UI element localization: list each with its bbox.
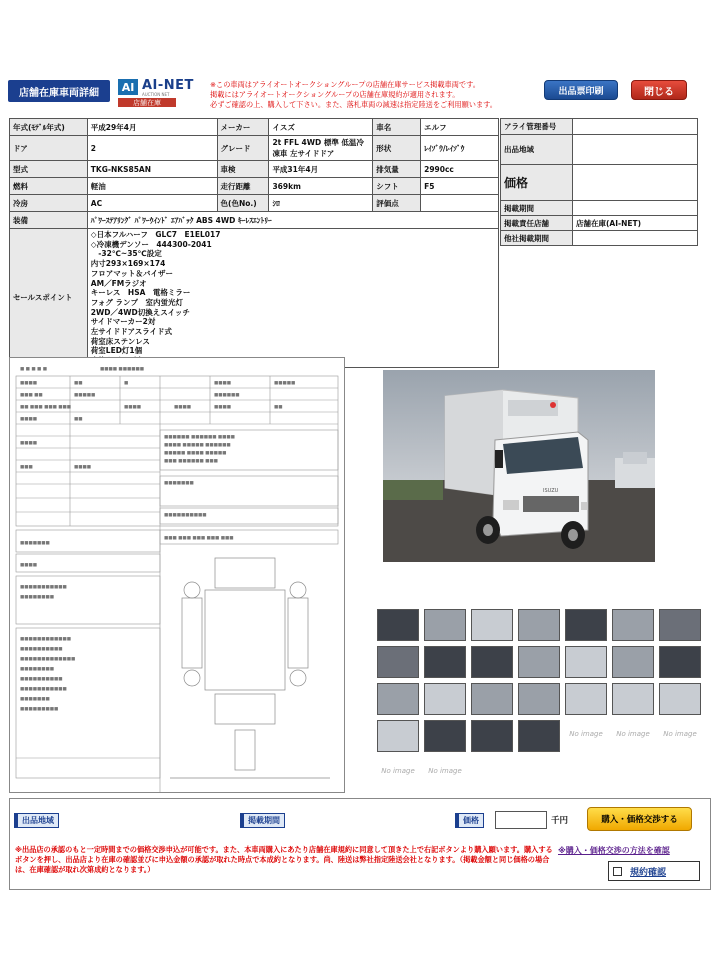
svg-text:■■■■■: ■■■■■ bbox=[74, 393, 96, 398]
bottom-price-label: 価格 bbox=[455, 813, 484, 828]
notice-line-1: ※この車両はアライオートオークショングループの店舗在庫サービス掲載車両です。 bbox=[210, 80, 480, 89]
svg-text:■■■■■■■: ■■■■■■■ bbox=[20, 541, 50, 546]
spec-label: 型式 bbox=[10, 161, 88, 178]
spec-row bbox=[10, 119, 499, 136]
spec-label: 車検 bbox=[217, 161, 269, 178]
svg-text:■■: ■■ bbox=[274, 405, 283, 410]
purchase-notice: ※出品店の承認のもと一定時間までの価格交渉申込が可能です。また、本車両購入にあたり店舗在庫規約に同意して頂きた上で右記ボタンより購入願います。購入するボタンを押し、出品店より在庫の確認並びに申込金額の承認が取れた時点で本成約となります。尚、陸送は弊社指定陸送会社となります。（掲載金額と同じ価格の場合は、在庫確認が取れ次第成約となります。） bbox=[15, 845, 553, 874]
spec-value: F5 bbox=[421, 178, 499, 195]
photo-thumbnail[interactable] bbox=[471, 646, 513, 678]
spec-value: AC bbox=[87, 195, 217, 212]
arai-id-label: アライ管理番号 bbox=[501, 119, 573, 135]
photo-thumbnail[interactable] bbox=[518, 720, 560, 752]
equipment-label: 装備 bbox=[10, 212, 88, 229]
no-image-placeholder: No image bbox=[428, 767, 462, 775]
notice-line-2: 掲載にはアライオートオークショングループの店舗在庫規約が適用されます。 bbox=[210, 90, 460, 99]
notice-line-3: 必ずご確認の上、購入して下さい。また、落札車両の減速は指定陸送をご利用願います。 bbox=[210, 100, 497, 109]
header-notice bbox=[210, 80, 540, 110]
svg-text:■■■■: ■■■■ bbox=[20, 417, 38, 422]
svg-text:■■■■■■■: ■■■■■■■ bbox=[20, 697, 50, 702]
svg-text:■■■■■■■■■■■■■: ■■■■■■■■■■■■■ bbox=[20, 657, 76, 662]
responsible-store-value: 店舗在庫(AI-NET) bbox=[573, 216, 698, 231]
photo-thumbnail[interactable] bbox=[377, 646, 419, 678]
purchase-panel bbox=[9, 798, 711, 890]
svg-text:■■■■: ■■■■ bbox=[214, 381, 232, 386]
svg-text:■■■■: ■■■■ bbox=[20, 563, 38, 568]
photo-thumbnail[interactable] bbox=[424, 609, 466, 641]
photo-thumbnail[interactable] bbox=[565, 609, 607, 641]
svg-text:■■■■: ■■■■ bbox=[20, 441, 38, 446]
region-value bbox=[573, 135, 698, 165]
spec-label: 冷房 bbox=[10, 195, 88, 212]
svg-text:■■■■■■■■■: ■■■■■■■■■ bbox=[20, 707, 59, 712]
svg-text:■■■■ ■■■■■ ■■■■■■: ■■■■ ■■■■■ ■■■■■■ bbox=[164, 443, 231, 448]
spec-row bbox=[10, 195, 499, 212]
svg-text:■ ■ ■ ■ ■: ■ ■ ■ ■ ■ bbox=[20, 367, 47, 372]
vehicle-spec-table bbox=[9, 118, 499, 368]
svg-text:■■■ ■■■ ■■■ ■■■ ■■■: ■■■ ■■■ ■■■ ■■■ ■■■ bbox=[164, 536, 234, 541]
photo-thumbnail[interactable] bbox=[612, 646, 654, 678]
no-image-placeholder: No image bbox=[569, 730, 603, 738]
price-label: 価格 bbox=[501, 165, 573, 201]
other-period-label: 他社掲載期間 bbox=[501, 231, 573, 246]
price-value bbox=[573, 165, 698, 201]
auction-sheet-drawing bbox=[10, 358, 345, 793]
svg-text:ISUZU: ISUZU bbox=[543, 488, 559, 494]
auction-sheet-image[interactable] bbox=[9, 357, 345, 793]
spec-value: 369km bbox=[269, 178, 373, 195]
bottom-period-label: 掲載期間 bbox=[240, 813, 285, 828]
print-sheet-button[interactable]: 出品票印刷 bbox=[544, 80, 618, 100]
svg-text:■■■■■■■■■■■: ■■■■■■■■■■■ bbox=[20, 687, 67, 692]
spec-row bbox=[10, 161, 499, 178]
svg-text:■■■■: ■■■■ bbox=[174, 405, 192, 410]
svg-text:■■■■■■■■■■: ■■■■■■■■■■ bbox=[20, 677, 63, 682]
no-image-placeholder: No image bbox=[381, 767, 415, 775]
svg-text:■■■ ■■■■■■ ■■■: ■■■ ■■■■■■ ■■■ bbox=[164, 459, 218, 464]
photo-thumbnail[interactable] bbox=[518, 646, 560, 678]
spec-value: 2t FFL 4WD 標準 低温冷凍車 左サイドドア bbox=[269, 136, 373, 161]
region-label: 出品地域 bbox=[501, 135, 573, 165]
spec-value: 2 bbox=[87, 136, 217, 161]
spec-label: 燃料 bbox=[10, 178, 88, 195]
price-unit: 千円 bbox=[551, 816, 569, 826]
spec-value bbox=[421, 195, 499, 212]
svg-text:■■■■■■ ■■■■■■ ■■■■: ■■■■■■ ■■■■■■ ■■■■ bbox=[164, 435, 235, 440]
svg-text:■■■■■: ■■■■■ bbox=[274, 381, 296, 386]
logo-mark: AI bbox=[118, 79, 138, 95]
terms-confirm-label[interactable]: 規約確認 bbox=[630, 867, 667, 878]
spec-value: イスズ bbox=[269, 119, 373, 136]
spec-label: シフト bbox=[373, 178, 421, 195]
other-period-value bbox=[573, 231, 698, 246]
spec-value: ｼﾛ bbox=[269, 195, 373, 212]
spec-label: グレード bbox=[217, 136, 269, 161]
spec-value: 平成31年4月 bbox=[269, 161, 373, 178]
spec-label: ドア bbox=[10, 136, 88, 161]
svg-text:■■■■■■■■■■■: ■■■■■■■■■■■ bbox=[20, 585, 67, 590]
spec-value: エルフ bbox=[421, 119, 499, 136]
photo-thumbnail[interactable] bbox=[471, 609, 513, 641]
spec-label: 形状 bbox=[373, 136, 421, 161]
svg-text:■■■■■■■■■■: ■■■■■■■■■■ bbox=[20, 647, 63, 652]
spec-value: TKG-NKS85AN bbox=[87, 161, 217, 178]
photo-thumbnail[interactable] bbox=[518, 609, 560, 641]
spec-value: ﾚｲｿﾞｳ/ﾚｲｿﾞｳ bbox=[421, 136, 499, 161]
price-input[interactable] bbox=[495, 811, 547, 829]
svg-text:■■■■: ■■■■ bbox=[20, 381, 38, 386]
svg-text:■■■■■■■: ■■■■■■■ bbox=[164, 481, 194, 486]
spec-value: 2990cc bbox=[421, 161, 499, 178]
svg-text:■■■■■■: ■■■■■■ bbox=[214, 393, 240, 398]
period-label: 掲載期間 bbox=[501, 201, 573, 216]
photo-thumbnail[interactable] bbox=[424, 720, 466, 752]
svg-text:■■■■: ■■■■ bbox=[214, 405, 232, 410]
sales-points-label: セールスポイント bbox=[10, 229, 88, 368]
page-title-button[interactable]: 店舗在庫車両詳細 bbox=[8, 80, 110, 102]
svg-text:■: ■ bbox=[124, 381, 129, 386]
ai-net-logo bbox=[118, 78, 210, 106]
photo-thumbnail[interactable] bbox=[424, 646, 466, 678]
spec-value: 平成29年4月 bbox=[87, 119, 217, 136]
spec-label: メーカー bbox=[217, 119, 269, 136]
spec-label: 車名 bbox=[373, 119, 421, 136]
svg-text:■■■■: ■■■■ bbox=[74, 465, 92, 470]
svg-text:■■■■■ ■■■■ ■■■■■: ■■■■■ ■■■■ ■■■■■ bbox=[164, 451, 227, 456]
photo-thumbnail[interactable] bbox=[471, 720, 513, 752]
svg-text:■■■■■■■■: ■■■■■■■■ bbox=[20, 667, 55, 672]
close-button[interactable]: 閉じる bbox=[631, 80, 687, 100]
svg-text:■■: ■■ bbox=[74, 381, 83, 386]
listing-info-table bbox=[500, 118, 698, 246]
spec-label: 評価点 bbox=[373, 195, 421, 212]
svg-text:■■ ■■■ ■■■ ■■■: ■■ ■■■ ■■■ ■■■ bbox=[20, 405, 72, 410]
purchase-method-link[interactable]: ※購入・価格交渉の方法を確認 bbox=[558, 846, 670, 855]
buy-negotiate-button[interactable]: 購入・価格交渉する bbox=[587, 807, 692, 831]
svg-text:■■■: ■■■ bbox=[20, 465, 33, 470]
photo-thumbnail[interactable] bbox=[518, 683, 560, 715]
terms-confirm[interactable] bbox=[608, 861, 700, 881]
svg-text:■■■■■■■■■■■■: ■■■■■■■■■■■■ bbox=[20, 637, 72, 642]
no-image-placeholder: No image bbox=[663, 730, 697, 738]
photo-thumbnail[interactable] bbox=[377, 683, 419, 715]
svg-text:■■: ■■ bbox=[74, 417, 83, 422]
logo-name: AI-NET bbox=[142, 78, 194, 93]
photo-thumbnail[interactable] bbox=[612, 609, 654, 641]
photo-thumbnail[interactable] bbox=[659, 609, 701, 641]
main-vehicle-photo[interactable] bbox=[383, 370, 655, 562]
truck-photo bbox=[383, 370, 655, 562]
svg-text:■■■■■■■■: ■■■■■■■■ bbox=[20, 595, 55, 600]
logo-sub: AUCTION NET bbox=[142, 92, 170, 97]
svg-text:■■■■: ■■■■ bbox=[124, 405, 142, 410]
spec-label: 色(色No.) bbox=[217, 195, 269, 212]
period-value bbox=[573, 201, 698, 216]
equipment-value: ﾊﾟﾜｰｽﾃｱﾘﾝｸﾞ ﾊﾟﾜｰｳｲﾝﾄﾞ ｴｱﾊﾞｯｸ ABS 4WD ｷｰﾚｽｴﾝﾄﾘｰ bbox=[87, 212, 498, 229]
spec-row bbox=[10, 136, 499, 161]
arai-id-value bbox=[573, 119, 698, 135]
photo-thumbnail[interactable] bbox=[424, 683, 466, 715]
spec-value: 軽油 bbox=[87, 178, 217, 195]
responsible-store-label: 掲載責任店舗 bbox=[501, 216, 573, 231]
photo-thumbnail[interactable] bbox=[612, 683, 654, 715]
photo-thumbnail[interactable] bbox=[377, 609, 419, 641]
photo-thumbnail[interactable] bbox=[471, 683, 513, 715]
spec-label: 排気量 bbox=[373, 161, 421, 178]
spec-label: 年式(ﾓﾃﾞﾙ年式) bbox=[10, 119, 88, 136]
sales-points-value: ◇日本フルハーフ GLC7 E1EL017 ◇冷凍機デンソー 444300-2041 -32℃~35℃設定 内寸293×169×174 フロアマット＆バイザー AM／FMラジオ キーレス HSA 電格ミラー フォグ ランプ 室内蛍光灯 2WD／4WD切換えスイッチ サイドマーカー2対 左サイドドアスライド式 荷室床ステンレス 荷室LED灯1個 bbox=[87, 229, 498, 368]
photo-thumbnail[interactable] bbox=[659, 646, 701, 678]
photo-thumbnail[interactable] bbox=[377, 720, 419, 752]
photo-thumbnail[interactable] bbox=[659, 683, 701, 715]
svg-text:■■■ ■■: ■■■ ■■ bbox=[20, 393, 43, 398]
no-image-placeholder: No image bbox=[616, 730, 650, 738]
svg-text:■■■■ ■■■■■■: ■■■■ ■■■■■■ bbox=[100, 367, 144, 372]
photo-thumbnail[interactable] bbox=[565, 683, 607, 715]
photo-thumbnail[interactable] bbox=[565, 646, 607, 678]
logo-store-badge: 店舗在庫 bbox=[118, 98, 176, 107]
terms-checkbox[interactable] bbox=[613, 867, 622, 876]
bottom-region-label: 出品地域 bbox=[14, 813, 59, 828]
svg-text:■■■■■■■■■■: ■■■■■■■■■■ bbox=[164, 513, 207, 518]
spec-label: 走行距離 bbox=[217, 178, 269, 195]
spec-row bbox=[10, 178, 499, 195]
